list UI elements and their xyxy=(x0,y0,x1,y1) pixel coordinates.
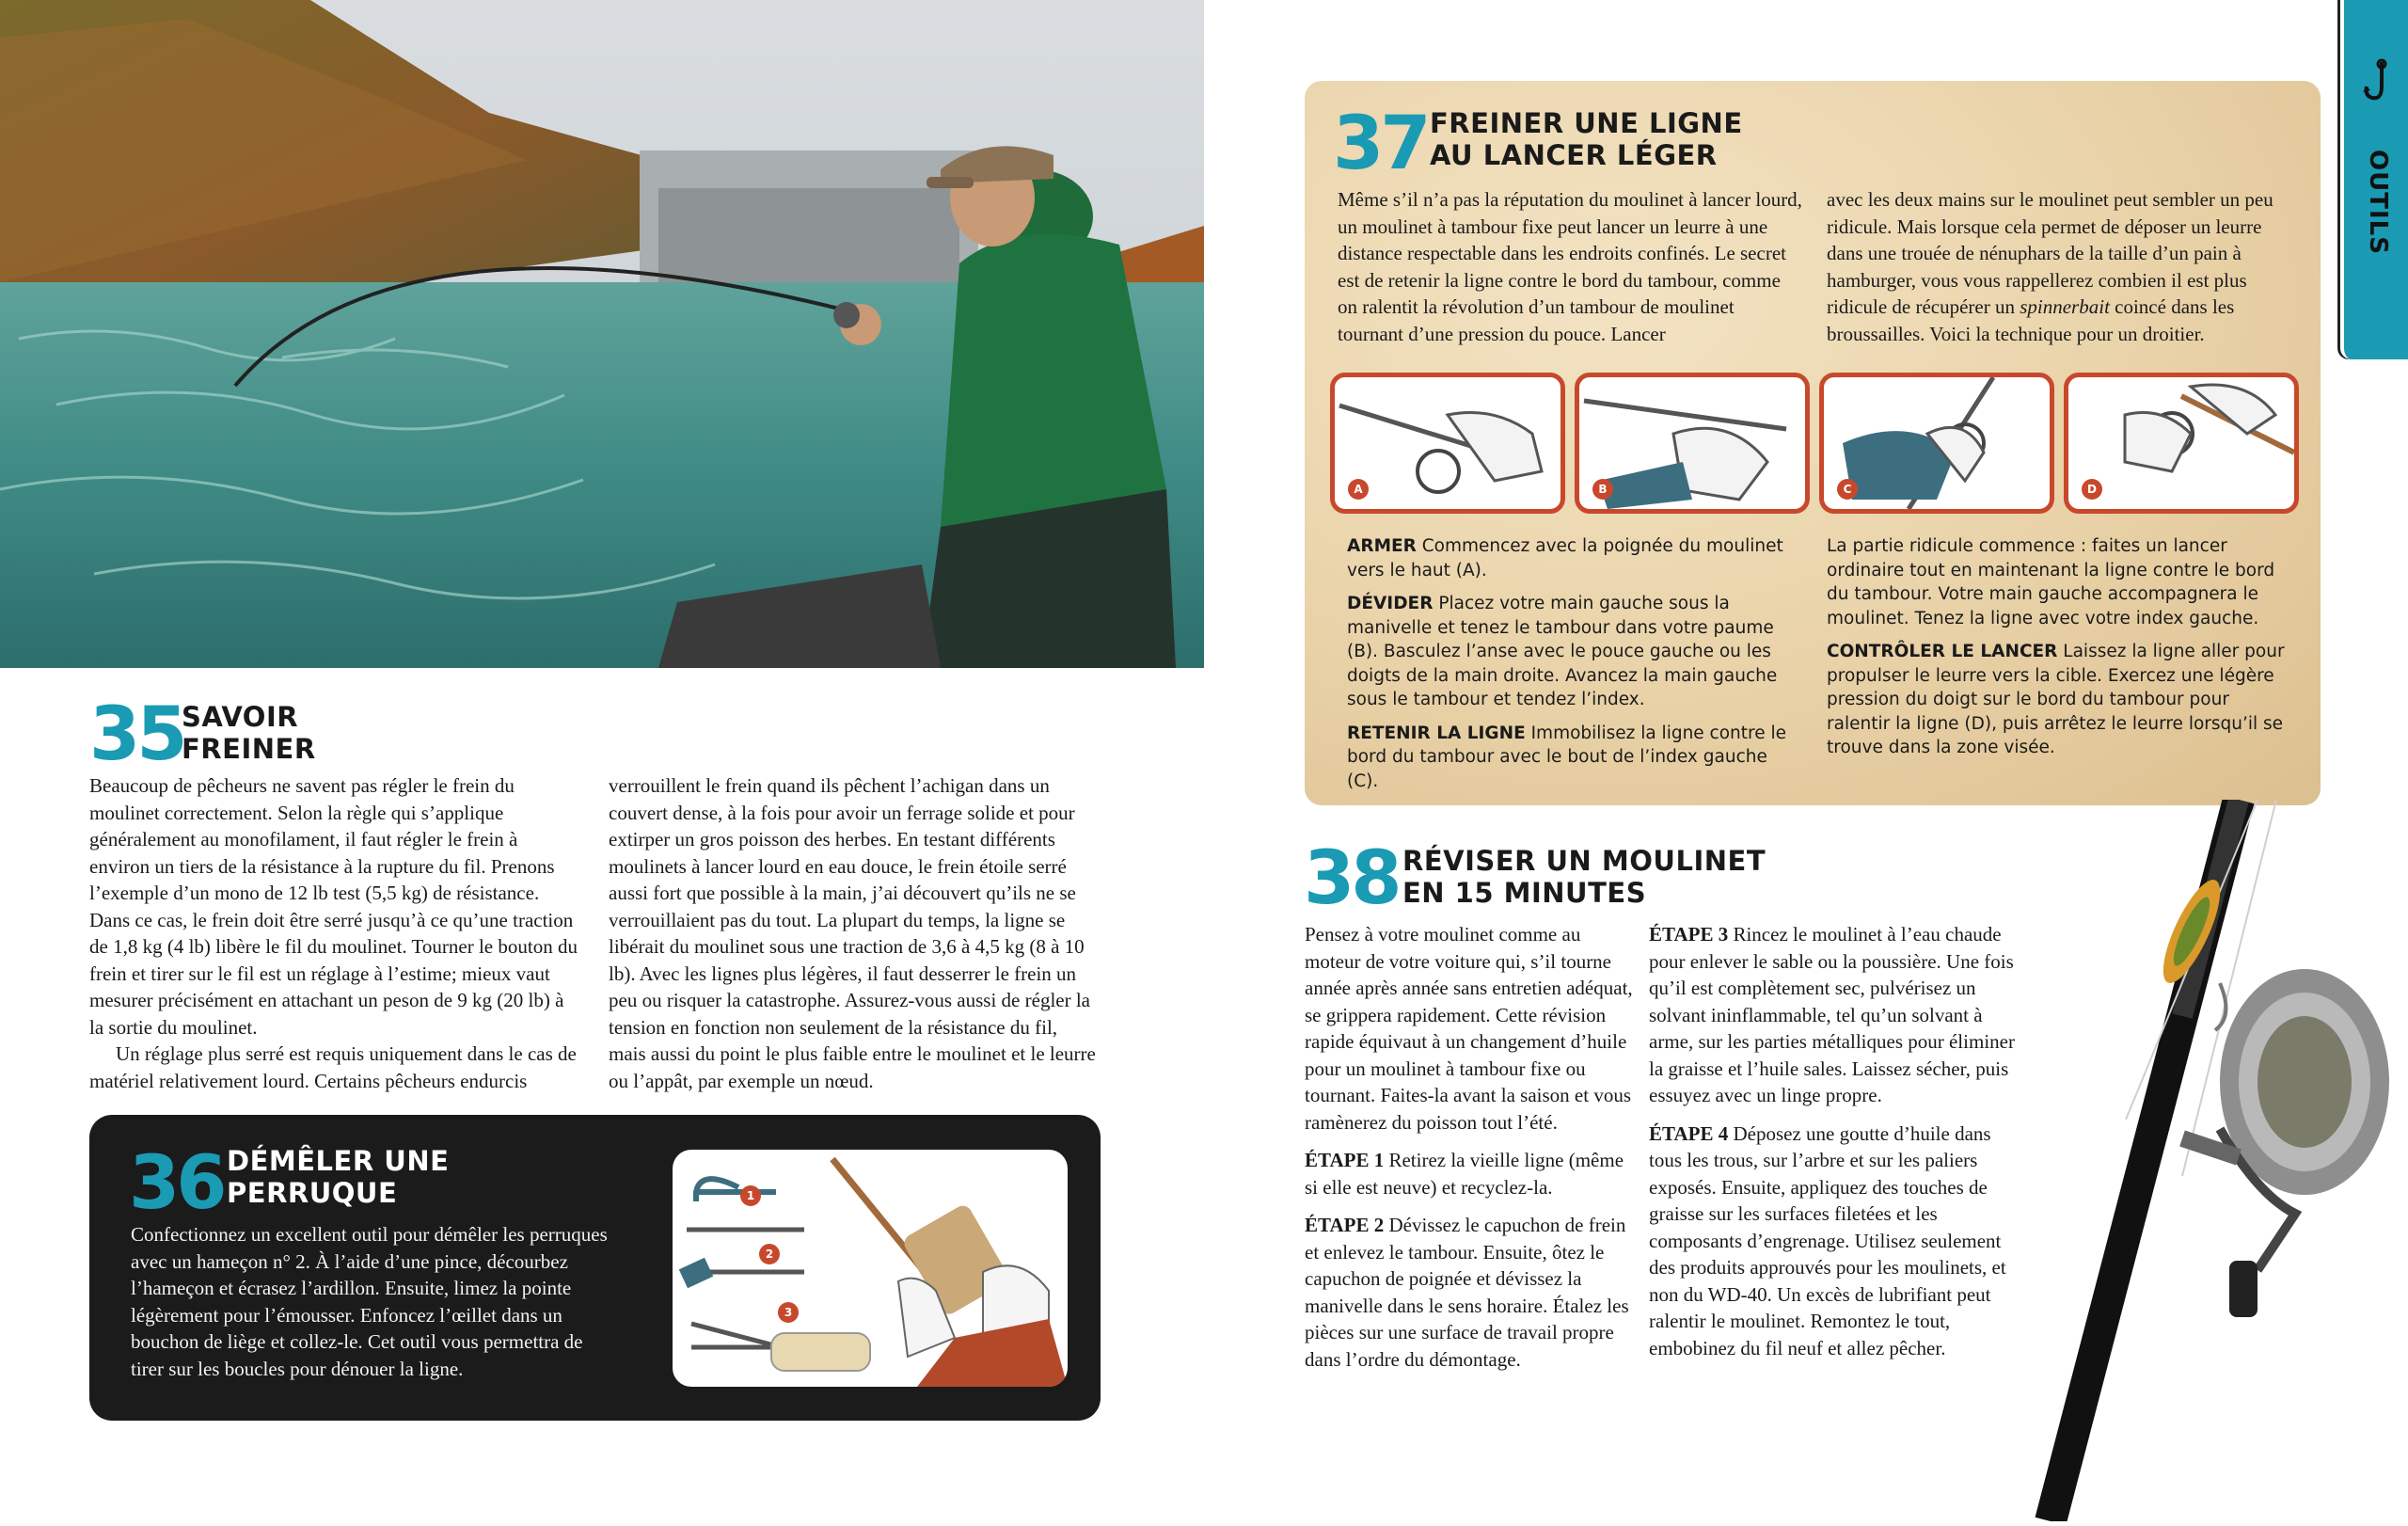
fisherman-photo xyxy=(0,0,1204,668)
tip38-title-line1: RÉVISER UN MOULINET xyxy=(1402,845,1766,877)
step-devider xyxy=(1347,592,1789,712)
step-marker-1: 1 xyxy=(740,1185,761,1206)
step-devider-label: DÉVIDER xyxy=(1347,594,1434,613)
step-ridicule: La partie ridicule commence : faites un lancer ordinaire tout en maintenant la ligne contre le bord du tambour. Votre main gauche accompagnera le moulinet. Tenez la ligne avec votre index gauche. xyxy=(1827,536,2275,628)
reel-hand-c-icon xyxy=(1824,377,2050,509)
tip36-panel xyxy=(89,1115,1101,1421)
tip36-title xyxy=(227,1145,449,1209)
tip37-intro-col1: Même s’il n’a pas la réputation du moulinet à lancer lourd, un moulinet à tambour fixe peut lancer un leurre à une distance respectable dans les endroits confinés. Le secret est de retenir la ligne contre le bord du tambour, comme on ralentit la révolution d’un tambour de moulinet tournant d’une pression du pouce. Lancer xyxy=(1338,188,1802,345)
tip35-paragraph-2: Un réglage plus serré est requis uniquement dans le cas de matériel relativement lourd. Certains pêcheurs endurcis xyxy=(89,1042,577,1092)
step-panel-c xyxy=(1819,373,2054,514)
tip37-steps-col1 xyxy=(1347,534,1789,803)
step-marker-3: 3 xyxy=(778,1302,799,1323)
tip38-step3-text: Rincez le moulinet à l’eau chaude pour enlever le sable ou la poussière. Une fois qu’il est complètement sec, pulvérisez un solvant ininflammable, tel qu’un solvant à arme, sur les parties métalliques pour éliminer la graisse et l’huile sales. Laissez sécher, puis essuyez avec un linge propre. xyxy=(1649,923,2015,1106)
tip38-intro: Pensez à votre moulinet comme au moteur de votre voiture qui, s’il tourne année après année sans entretien adéquat, se grippera rapidement. Cette révision rapide équivaut à un changement d’huile pour un moulinet à tambour fixe ou tournant. Faites-la avant la saison et vous ramènerez du poisson tout l’été. xyxy=(1305,923,1633,1134)
reel-hand-a-icon xyxy=(1335,377,1560,509)
tip38-col1 xyxy=(1305,921,1634,1373)
tip35-title-line1: SAVOIR xyxy=(182,701,299,733)
step-letter-a: A xyxy=(1348,479,1369,500)
tip38-step1-label: ÉTAPE 1 xyxy=(1305,1149,1385,1171)
tip37-intro-col2-a: avec les deux mains sur le moulinet peut sembler un peu ridicule. Mais lorsque cela permet de déposer un leurre dans une trouée de nénuphars de la taille d’un pain à hamburger, vous vous rappellerez combien il est plus ridicule de récupérer un xyxy=(1827,188,2273,318)
step-retenir xyxy=(1347,722,1789,794)
tip38-step2-label: ÉTAPE 2 xyxy=(1305,1214,1385,1236)
step-retenir-label: RETENIR LA LIGNE xyxy=(1347,723,1526,743)
step-devider-text: Placez votre main gauche sous la manivelle et tenez le tambour dans votre paume (B). Basculez l’anse avec le pouce gauche ou les doigts de la main droite. Avancez la main gauche sous le tambour et tendez l’index. xyxy=(1347,594,1778,709)
tip37-intro-col2 xyxy=(1827,186,2292,347)
rod-reel-image xyxy=(1900,800,2408,1521)
tip35-title-line2: FREINER xyxy=(182,733,316,765)
reel-hand-b-icon xyxy=(1579,377,1805,509)
step-armer-text: Commencez avec la poignée du moulinet vers le haut (A). xyxy=(1347,536,1783,580)
step-controler-label: CONTRÔLER LE LANCER xyxy=(1827,642,2058,661)
step-letter-b: B xyxy=(1592,479,1613,500)
tip38-title-line2: EN 15 MINUTES xyxy=(1402,877,1647,909)
step-controler xyxy=(1827,640,2292,760)
section-tab-label: OUTILS xyxy=(2364,150,2392,255)
tip38-step3-label: ÉTAPE 3 xyxy=(1649,923,1729,946)
tip37-intro-col2-em: spinnerbait xyxy=(2020,295,2110,318)
tip35-paragraph-1: Beaucoup de pêcheurs ne savent pas régler le frein du moulinet correctement. Selon la règle qui s’applique généralement au monofilament, il faut régler le frein à environ un tiers de la résistance à la rupture du fil. Prenons l’exemple d’un mono de 12 lb test (5,5 kg) de résistance. Dans ce cas, le frein doit être serré jusqu’à ce qu’une traction de 1,8 kg (4 lb) libère le fil du moulinet. Tourner le bouton du frein et tirer sur le fil est un réglage à l’estime; mieux vaut mesurer précisément en attachant un peson de 9 kg (20 lb) à la sortie du moulinet. xyxy=(89,774,578,1039)
step-armer-label: ARMER xyxy=(1347,536,1417,556)
hook-tool-icon xyxy=(673,1150,1068,1387)
tip35-number: 35 xyxy=(89,692,184,777)
spinning-reel-icon xyxy=(1900,800,2408,1521)
tip36-title-line2: PERRUQUE xyxy=(227,1177,398,1209)
tip37-title-line2: AU LANCER LÉGER xyxy=(1430,139,1718,171)
tip37-number: 37 xyxy=(1333,102,1428,186)
tip36-body: Confectionnez un excellent outil pour démêler les perruques avec un hameçon n° 2. À l’aide d’une pince, décourbez l’hameçon et écrasez l’ardillon. Ensuite, limez la pointe légèrement pour l’émousser. Enfoncez l’œillet dans un bouchon de liège et collez-le. Cet outil vous permettra de tirer sur les boucles pour dénouer la ligne. xyxy=(131,1223,608,1380)
detangle-tool-illustration xyxy=(673,1150,1068,1387)
tip37-panel xyxy=(1305,81,2321,805)
tip35-title xyxy=(182,701,316,765)
tip37-title-line1: FREINER UNE LIGNE xyxy=(1430,107,1743,139)
step-retenir-text: Immobilisez la ligne contre le bord du tambour avec le bout de l’index gauche (C). xyxy=(1347,723,1787,791)
step-panel-d xyxy=(2064,373,2299,514)
step-marker-2: 2 xyxy=(759,1244,780,1264)
step-controler-text: Laissez la ligne aller pour propulser le leurre vers la cible. Exercez une légère pression du doigt sur le bord du tambour pour ralentir la ligne (D), puis arrêtez le leurre lorsqu’il se trouve dans la zone visée. xyxy=(1827,642,2285,757)
tip35-col2 xyxy=(609,772,1098,1094)
tip37-title xyxy=(1430,107,1743,171)
fishhook-icon xyxy=(2361,58,2397,105)
tip38-number: 38 xyxy=(1304,836,1399,921)
section-tab[interactable] xyxy=(2340,0,2408,359)
step-armer xyxy=(1347,534,1789,582)
tip35-paragraph-3: verrouillent le frein quand ils pêchent l’achigan dans un couvert dense, à la fois pour avoir un ferrage solide et pour extirper un gros poisson des herbes. En testant différents moulinets à lancer lourd en eau douce, le frein étoile serré aussi fort que possible à la main, j’ai découvert qu’ils ne se verrouillaient pas du tout. La plupart du temps, la ligne se libérait du moulinet sous une traction de 3,6 à 4,5 kg (8 à 10 lb). Avec les lignes plus légères, il faut desserrer le frein un peu ou risquer la catastrophe. Assurez-vous aussi de régler la tension en fonction non seulement de la résistance du fil, mais aussi du point le plus faible entre le moulinet et le leurre ou l’appât, par exemple un nœud. xyxy=(609,774,1096,1092)
tip38-step1 xyxy=(1305,1147,1634,1200)
tip38-step2 xyxy=(1305,1212,1634,1373)
tip37-intro-col2-b: coincé dans les broussailles. Voici la technique pour un droitier. xyxy=(1827,295,2235,345)
step-letter-c: C xyxy=(1837,479,1858,500)
step-letter-d: D xyxy=(2082,479,2102,500)
step-panel-b xyxy=(1575,373,1810,514)
reel-hand-d-icon xyxy=(2068,377,2294,509)
tip35-col1 xyxy=(89,772,578,1094)
tip38-step4-label: ÉTAPE 4 xyxy=(1649,1121,1729,1145)
tip37-steps-col2 xyxy=(1827,534,2292,770)
tip38-step4-text: Déposez une goutte d’huile dans tous les trous, sur l’arbre et sur les paliers exposés. Ensuite, appliquez des touches de graisse sur les surfaces filetées et les composants d’engrenage. Utilisez seulement des produits approuvés pour les moulinets, et non du WD-40. Un excès de lubrifiant peut ralentir le moulinet. Remontez le tout, embobinez du fil neuf et allez pêcher. xyxy=(1649,1121,2006,1359)
tip38-step1-text: Retirez la vieille ligne (même si elle est neuve) et recyclez-la. xyxy=(1305,1149,1624,1199)
tip38-step2-text: Dévissez le capuchon de frein et enlevez le tambour. Ensuite, ôtez le capuchon de poignée et dévissez la manivelle dans le sens horaire. Étalez les pièces sur une surface de travail propre dans l’ordre du démontage. xyxy=(1305,1214,1629,1371)
tip36-number: 36 xyxy=(129,1141,224,1226)
tip38-title xyxy=(1402,845,1766,909)
step-panel-a xyxy=(1330,373,1565,514)
tip36-title-line1: DÉMÊLER UNE xyxy=(227,1145,450,1177)
